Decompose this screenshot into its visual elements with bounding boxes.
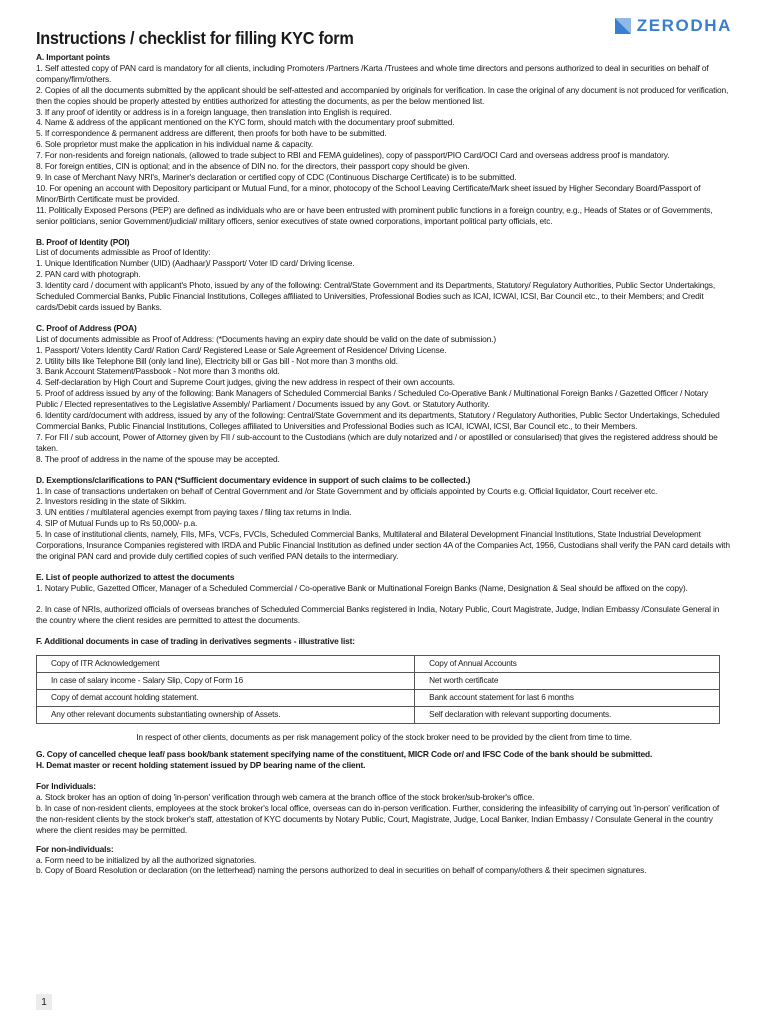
section-d-item: 3. UN entities / multilateral agencies exempt from paying taxes / filing tax returns in India. [36,507,352,518]
section-a-item: 5. If correspondence & permanent address are different, then proofs for both have to be submitted. [36,128,387,139]
section-d-item: 2. Investors residing in the state of Sikkim. [36,496,187,507]
derivatives-documents-table [36,655,720,724]
section-c-item: 7. For FII / sub account, Power of Attorney given by FII / sub-account to the Custodians (which are duly notarized and / or apostilled or consularised) that gives the registered address should be taken. [36,431,718,453]
section-a-item: 6. Sole proprietor must make the application in his individual name & capacity. [36,139,314,150]
table-cell: Copy of ITR Acknowledgement [37,656,415,673]
section-d-item: 1. In case of transactions undertaken on behalf of Central Government and /or State Government and by officials appointed by Courts e.g. Official liquidator, Court receiver etc. [36,485,658,496]
section-b-title: B. Proof of Identity (POI) [36,236,130,247]
section-e [36,572,732,626]
section-h: H. Demat master or recent holding statement issued by DP bearing name of the client. [36,760,366,771]
section-a [36,52,732,227]
section-c-item: 1. Passport/ Voters Identity Card/ Ration Card/ Registered Lease or Sale Agreement of Residence/ Driving License. [36,344,447,355]
section-a-title: A. Important points [36,52,110,62]
individuals-title: For Individuals: [36,781,96,792]
section-a-item: 10. For opening an account with Depository participant or Mutual Fund, for a minor, photocopy of the School Leaving Certificate/Mark sheet issued by Higher Secondary Board/Passport of Minor/Birth Certificate must be provided. [36,182,701,204]
individuals-item: b. In case of non-resident clients, employees at the stock broker's local office, overseas can do in-person verification. Further, considering the infeasibility of carrying out 'in-person' verification of the non-resident clients by the stock broker's staff, attestation of KYC documents by Notary Public, Court, Magistrate, Judge, Local Banker, Indian Embassy / Consulate General in the country where the client resides may be permitted. [36,802,720,835]
non-individuals-title: For non-individuals: [36,843,114,854]
section-b-item: 1. Unique Identification Number (UID) (Aadhaar)/ Passport/ Voter ID card/ Driving license. [36,258,355,269]
individuals-item: a. Stock broker has an option of doing 'in-person' verification through web camera at the branch office of the stock broker/sub-broker's office. [36,792,535,803]
table-cell: Copy of Annual Accounts [415,656,720,673]
section-d-item: 5. In case of institutional clients, namely, FIIs, MFs, VCFs, FVCIs, Scheduled Commercial Banks, Multilateral and Bilateral Development Financial Institutions, State Industrial Development Corporations, Insurance Companies registered with IRDA and Public Financial Institution as defined under section 4A of the Companies Act, 1956, Custodians shall verify the PAN card details with the original PAN card and provide duly certified copies of such verified PAN details to the intermediary. [36,529,730,561]
section-c-item: 5. Proof of address issued by any of the following: Bank Managers of Scheduled Commercial Banks / Scheduled Co-Operative Bank / Multinational Foreign Banks / Gazetted Officer / Notary Public / Elected representatives to the Legislative Assembly/ Parliament / Documents issued by any Govt. or Statutory Authority. [36,388,709,410]
kyc-instructions-page [36,28,732,876]
table-cell: Any other relevant documents substantiating ownership of Assets. [37,707,415,724]
table-row [37,690,720,707]
section-c-item: 2. Utility bills like Telephone Bill (only land line), Electricity bill or Gas bill - Not more than 3 months old. [36,355,398,366]
individuals-section [36,781,732,836]
section-d-item: 4. SIP of Mutual Funds up to Rs 50,000/- p.a. [36,518,198,529]
table-cell: Self declaration with relevant supporting documents. [415,707,720,724]
non-individuals-section [36,844,732,877]
table-cell: In case of salary income - Salary Slip, Copy of Form 16 [37,673,415,690]
section-c-item: 3. Bank Account Statement/Passbook - Not more than 3 months old. [36,366,280,377]
section-c-intro: List of documents admissible as Proof of Address: (*Documents having an expiry date should be valid on the date of submission.) [36,333,496,344]
logo-text: ZERODHA [636,16,732,35]
section-a-item: 11. Politically Exposed Persons (PEP) are defined as individuals who are or have been entrusted with prominent public functions in a foreign country, e.g., Heads of States or of Governments, senior politicians, senior Government/judicial/ military officers, senior executives of state owned corporations, important political party officials, etc. [36,204,713,226]
non-individuals-item: a. Form need to be initialized by all the authorized signatories. [36,854,257,865]
section-b-item: 3. Identity card / document with applicant's Photo, issued by any of the following: Central/State Government and its Departments, Statutory/ Regulatory Authorities, Public Sector Undertakings, Scheduled Commercial Banks, Public Financial Institutions, Colleges affiliated to Universities, Professional Bodies such as ICAI, ICWAI, ICSI, Bar Council etc., to their Members; and Credit cards/Debit cards issued by Banks. [36,280,715,312]
section-c-item: 6. Identity card/document with address, issued by any of the following: Central/State Government and its departments, Statutory / Regulatory Authorities, Public Sector Undertakings, Scheduled Commercial Banks, Public Financial Institutions, Colleges affiliated to Universities and Professional Bodies such as ICAI, ICWAI, ICSI, Bar Council etc., to their Members. [36,410,720,431]
table-row [37,707,720,724]
section-g: G. Copy of cancelled cheque leaf/ pass book/bank statement specifying name of the constituent, MICR Code or/ and IFSC Code of the bank should be submitted. [36,749,653,760]
section-b [36,237,732,313]
section-f-note: In respect of other clients, documents as per risk management policy of the stock broker need to be provided by the client from time to time. [136,732,632,743]
table-cell: Copy of demat account holding statement. [37,690,415,707]
section-g-h [36,749,732,771]
section-b-intro: List of documents admissible as Proof of Identity: [36,247,211,258]
section-a-item: 1. Self attested copy of PAN card is mandatory for all clients, including Promoters /Partners /Karta /Trustees and whole time directors and persons authorized to deal in securities on behalf of company/firm/others. [36,62,709,84]
section-f [36,636,732,744]
section-e-item: 1. Notary Public, Gazetted Officer, Manager of a Scheduled Commercial / Co-operative Bank or Multinational Foreign Banks (Name, Designation & Seal should be affixed on the copy). [36,582,688,593]
section-a-item: 2. Copies of all the documents submitted by the applicant should be self-attested and accompanied by originals for verification. In case the original of any document is not produced for verification, then the copies should be properly attested by entities authorized for attesting the documents, as per the below mentioned list. [36,84,729,106]
table-cell: Net worth certificate [415,673,720,690]
table-row [37,673,720,690]
section-a-item: 8. For foreign entities, CIN is optional; and in the absence of DIN no. for the directors, their passport copy should be given. [36,161,470,172]
section-f-title: F. Additional documents in case of trading in derivatives segments - illustrative list: [36,635,355,646]
page-title: Instructions / checklist for filling KYC form [36,28,354,48]
section-c [36,323,732,465]
section-c-item: 8. The proof of address in the name of the spouse may be accepted. [36,453,280,464]
table-cell: Bank account statement for last 6 months [415,690,720,707]
section-c-item: 4. Self-declaration by High Court and Supreme Court judges, giving the new address in respect of their own accounts. [36,377,455,388]
section-b-item: 2. PAN card with photograph. [36,269,141,280]
section-e-title: E. List of people authorized to attest the documents [36,571,235,582]
section-a-item: 3. If any proof of identity or address is in a foreign language, then translation into English is required. [36,106,392,117]
section-d-title: D. Exemptions/clarifications to PAN (*Sufficient documentary evidence in support of such claims to be collected.) [36,474,471,485]
section-a-item: 4. Name & address of the applicant mentioned on the KYC form, should match with the documentary proof submitted. [36,117,455,128]
table-row [37,656,720,673]
section-d [36,475,732,562]
section-a-item: 9. In case of Merchant Navy NRI's, Mariner's declaration or certified copy of CDC (Continuous Discharge Certificate) is to be submitted. [36,171,517,182]
section-a-item: 7. For non-residents and foreign nationals, (allowed to trade subject to RBI and FEMA guidelines), copy of passport/PIO Card/OCI Card and overseas address proof is mandatory. [36,150,670,161]
non-individuals-item: b. Copy of Board Resolution or declaration (on the letterhead) naming the persons authorized to deal in securities on behalf of company/others & their specimen signatures. [36,865,647,876]
section-c-title: C. Proof of Address (POA) [36,322,137,333]
page-number: 1 [36,994,52,1010]
section-e-item: 2. In case of NRIs, authorized officials of overseas branches of Scheduled Commercial Banks registered in India, Notary Public, Court Magistrate, Judge, Indian Embassy /Consulate General in the country where the client resides are permitted to attest the documents. [36,603,720,625]
